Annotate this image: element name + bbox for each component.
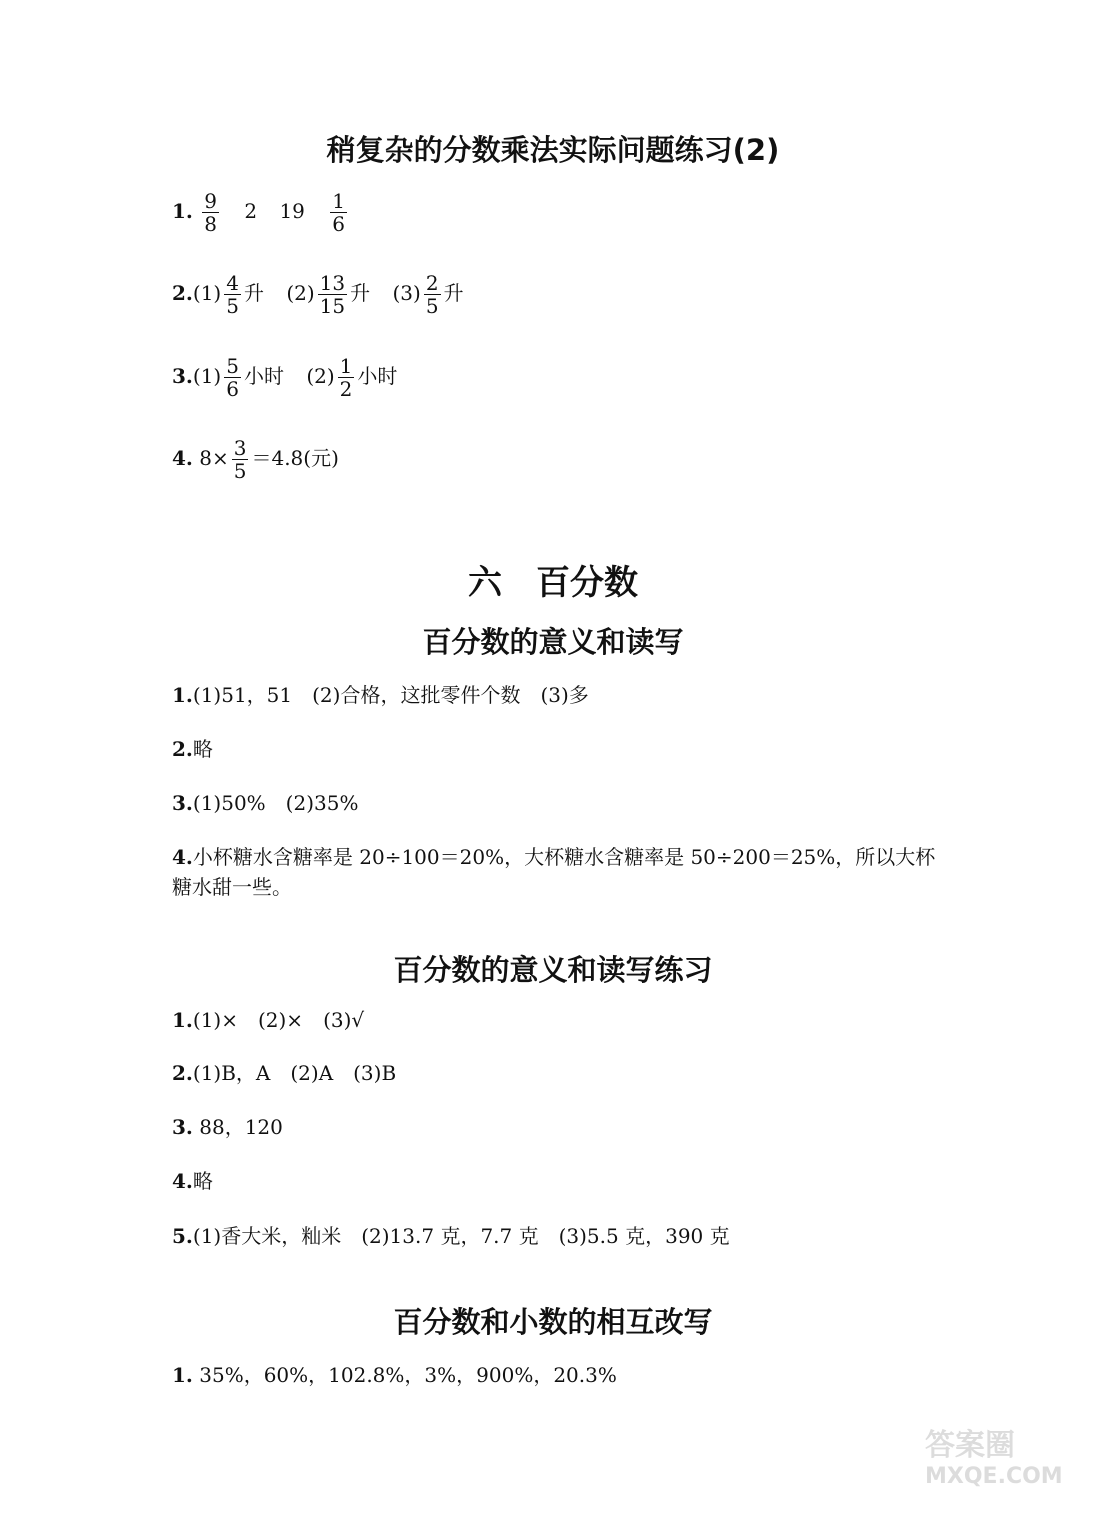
answer-3: 3.(1) $\frac{5}{6}$ 小时 (2) $\frac{1}{2}$ 小时 xyxy=(172,354,398,401)
answer-2: 2.(1) $\frac{4}{5}$ 升 (2) $\frac{13}{15}$ 升 (3) $\frac{2}{5}$ 升 xyxy=(172,271,464,318)
answer-number: 3. xyxy=(172,364,193,388)
answer-2: 2.(1)B，A (2)A (3)B xyxy=(172,1061,397,1085)
fraction: $\frac{1}{6}$ xyxy=(332,189,345,236)
answer-number: 2. xyxy=(172,281,193,305)
fraction: $\frac{1}{2}$ xyxy=(339,354,353,401)
section-title-percent-practice: 百分数的意义和读写练习 xyxy=(393,953,713,987)
answer-4: 4.略 xyxy=(172,1169,213,1193)
fraction: $\frac{2}{5}$ xyxy=(425,271,439,318)
chapter-title-percent: 六 百分数 xyxy=(468,563,638,603)
answer-1: 1.(1)51，51 (2)合格，这批零件个数 (3)多 xyxy=(172,683,589,707)
fraction: $\frac{9}{8}$ xyxy=(204,189,217,236)
answer-value: 19 xyxy=(279,199,305,223)
watermark-logo: 答案圈 MXQE.COM xyxy=(925,1428,1063,1489)
answer-number: 4. xyxy=(172,446,193,470)
fraction: $\frac{13}{15}$ xyxy=(319,271,346,318)
answer-5: 5.(1)香大米，籼米 (2)13.7 克，7.7 克 (3)5.5 克，390 克 xyxy=(172,1224,730,1248)
answer-1 xyxy=(172,190,350,235)
answer-number: 1. xyxy=(172,199,193,223)
answer-value: 2 xyxy=(244,199,258,223)
section-title-percent-decimal: 百分数和小数的相互改写 xyxy=(393,1305,713,1339)
answer-3: 3. 88，120 xyxy=(172,1115,283,1139)
answer-3: 3.(1)50% (2)35% xyxy=(172,791,359,815)
answer-4: 4. 8× $\frac{3}{5}$ ＝4.8(元) xyxy=(172,436,339,483)
answer-4-continuation: 糖水甜一些。 xyxy=(172,875,292,899)
answer-1: 1. 35%，60%，102.8%，3%，900%，20.3% xyxy=(172,1363,617,1387)
fraction: $\frac{5}{6}$ xyxy=(226,354,239,401)
section-title-fraction-multiplication: 稍复杂的分数乘法实际问题练习(2) xyxy=(326,133,780,167)
fraction: $\frac{4}{5}$ xyxy=(226,271,239,318)
section-title-percent-meaning: 百分数的意义和读写 xyxy=(422,625,684,659)
fraction: $\frac{3}{5}$ xyxy=(233,436,247,483)
answer-4: 4.小杯糖水含糖率是 20÷100＝20%，大杯糖水含糖率是 50÷200＝25%，所以大杯 xyxy=(172,845,936,869)
answer-2: 2.略 xyxy=(172,737,213,761)
answer-1: 1.(1)× (2)× (3)√ xyxy=(172,1008,365,1032)
